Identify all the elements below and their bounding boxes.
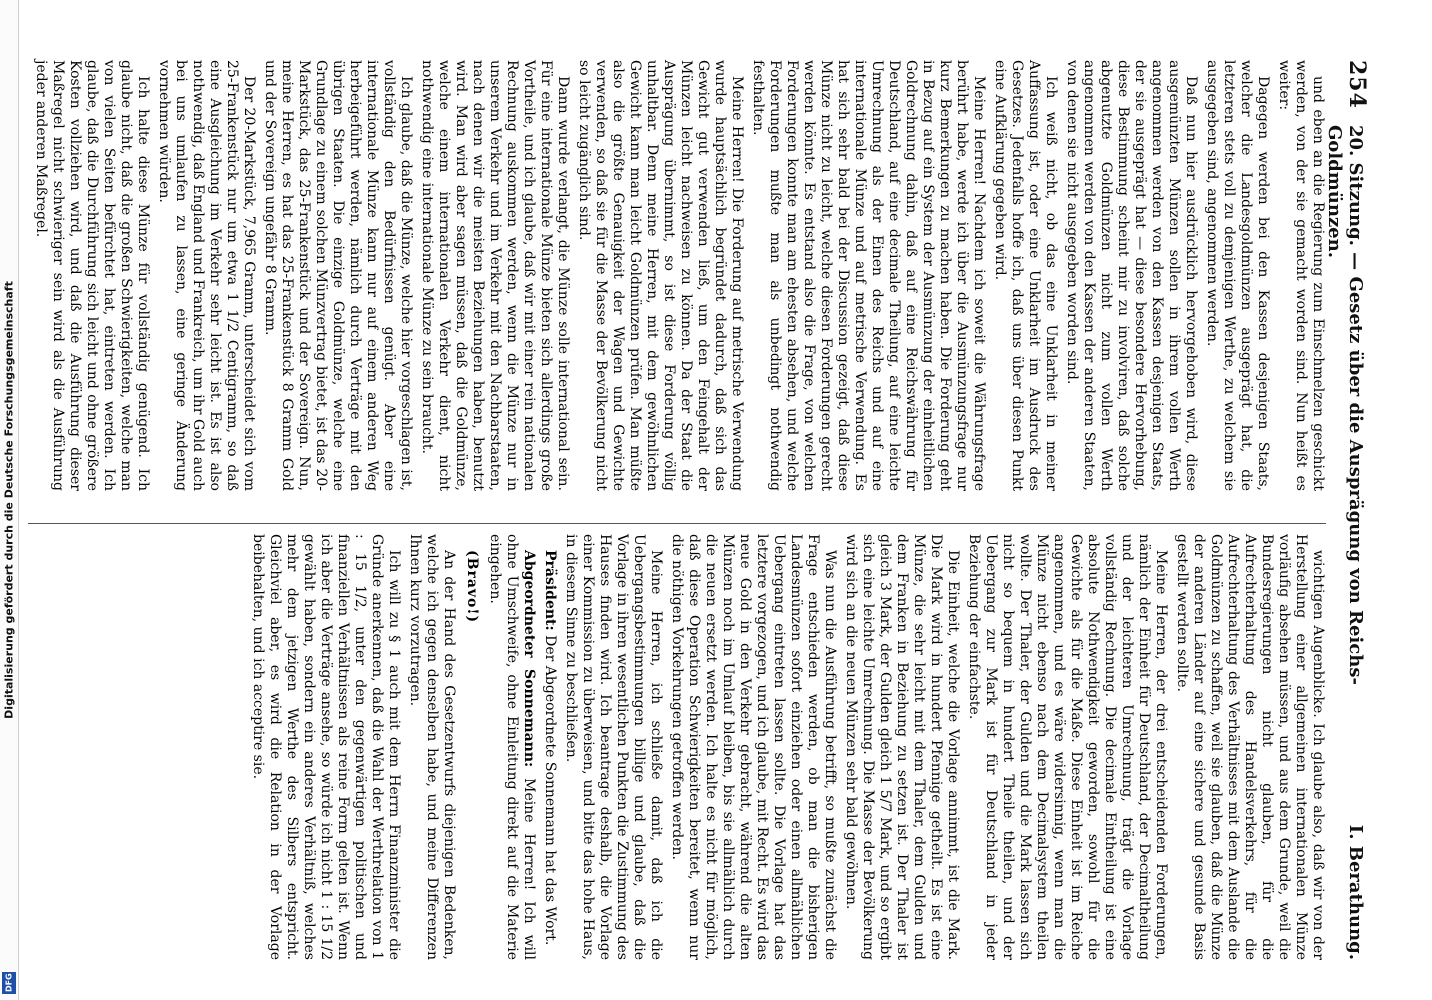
digitization-credit-text: Digitalisierung gefördert durch die Deutsche Forschungsgemeinschaft [2,281,16,719]
dfg-logo: DFG [2,972,16,994]
paragraph: Ich will zu § 1 auch mit dem Herrn Finanzminister die Gründe anerkennen, daß die Wahl der Werthrelation von 1 : 15 1/2, unter den gegenwärtigen politischen und finanziellen Verhältnissen als reine Form gelten ist. Wenn ich aber die Verträge ansehe, so würde ich nicht 1 : 15 1/2 gewählt haben, sondern ein anderes Verhältniß, welches mehr dem jetzigen Werthe des Silbers entspricht. Gleichviel aber, es wird die Relation in der Vorlage beibehalten, und ich acceptire sie. [250,534,402,960]
paragraph: Ich glaube, daß die Münze, welche hier vorgeschlagen ist, vollständig den Bedürfnissen genügt. Aber eine internationale Münze kann nur auf einem anderen Weg herbeigeführt werden, nämlich durch Verträge mit den übrigen Staaten. Die einzige Goldmünze, welche eine Grundlage zu einem solchen Münzvertrag bietet, ist das 20-Markstück, das 25-Frankenstück und der Sovereign. Nun, meine Herren, es hat das 25-Frankenstück 8 Gramm Gold und der Sovereign ungefähr 8 Gramm. [262,60,414,491]
page-number: 254 [1344,60,1370,109]
scanned-page [33,60,1370,960]
paragraph: Ich weiß nicht, ob das eine Unklarheit in meiner Auffassung ist, oder eine Unklarheit im Ausdruck des Gesetzes. Jedenfalls hoffe ich, daß uns über diesen Punkt eine Aufklärung gegeben wird. [992,60,1059,491]
paragraph: und eben an die Regierung zum Einschmelzen geschickt werden, von der sie gemacht worden sind. Nun heißt es weiter: [1276,60,1326,491]
paragraph: Ich halte diese Münze für vollständig genügend. Ich glaube nicht, daß die großen Schwierigkeiten, welche man von vielen Seiten befürchtet hat, eintreten werden. Ich glaube, daß die Durchführung sich leicht und ohne größere Kosten vollziehen wird, und daß die Ausführung dieser Maßregel nicht schwieriger sein wird als die Ausführung jeder anderen Maßregel. [33,60,151,491]
page-header [1324,60,1370,960]
speaker-label: Abgeordneter Sonnemann: [521,550,537,768]
stage-direction: (Bravo!) [464,550,480,624]
speaker-text: Meine Herren! Ich will ohne Umschweife, ohne Einleitung direkt auf die Materie eingehen. [487,534,537,960]
text-columns [33,60,1326,960]
reading-label: I. Berathung. [1345,824,1366,960]
president-line [541,534,558,960]
paragraph: An der Hand des Gesetzentwurfs diejenigen Bedenken, welche ich gegen denselben habe, und meine Differenzen Ihnen kurz vorzutragen. [407,534,457,960]
speaker-line [486,534,537,960]
left-column [28,60,1326,497]
running-title: 20. Sitzung. — Gesetz über die Ausprägung von Reichs-Goldmünzen. [1324,124,1366,685]
paragraph: Die Einheit, welche die Vorlage annimmt, ist die Mark. Die Mark wird in hundert Pfennige getheilt. Es ist eine Münze, die sehr leicht mit dem Thaler, dem Gulden und dem Franken in Beziehung zu setzen ist. Der Thaler ist gleich 3 Mark, der Gulden gleich 1 5/7 Mark, und so ergibt sich eine leichte Umrechnung. Die Masse der Bevölkerung wird sich an die neuen Münzen sehr bald gewöhnen. [843,534,961,960]
right-column [28,523,1326,960]
digitization-credit-strip [0,0,19,1000]
paragraph: Meine Herren! Nachdem ich soweit die Währungsfrage berührt habe, werde ich über die Ausmünzungsfrage nur kurz Bemerkungen zu machen haben. Die Forderung geht in Bezug auf ein System der Ausmünzung der einheitlichen Goldrechnung dahin, daß auf eine Reichswährung für Deutschland, auf eine decimale Theilung, auf eine leichte Umrechnung als der Einen des Reichs und auf eine internationale Münze und auf metrische Verwendung. Es hat sich sehr bald bei der Discussion gezeigt, daß diese Münze nicht zu leicht, welche diesen Forderungen gerecht werden könnte. Es entstand also die Frage, von welchen Forderungen konnte man am ehesten absehen, und welche Forderungen mußte man als unbedingt nothwendig festhalten. [750,60,987,491]
paragraph: Meine Herren, der drei entscheidenden Forderungen, nämlich der Einheit für Deutschland, der Decimaltheilung und der leichteren Umrechnung, trägt die Vorlage vollständig Rechnung. Die decimale Eintheilung ist eine absolute Nothwendigkeit geworden, sowohl für die Gewichte als für die Maße. Diese Einheit ist im Reiche angenommen, und es wäre widersinnig, wenn man die Münze nicht ebenso nach dem Decimalsystem theilen wollte. Der Thaler, der Gulden und die Mark lassen sich nicht so bequem in hundert Theile theilen, und der Uebergang zur Mark ist für Deutschland in jeder Beziehung der einfachste. [966,534,1169,960]
paragraph: Dann wurde verlangt, die Münze solle international sein. Für eine internationale Münze bieten sich allerdings große Vortheile, und ich glaube, daß wir mit einer rein nationalen Rechnung auskommen werden, wenn die Münze nur in unserem Verkehr und im Verkehr mit den Nachbarstaaten, nach denen wir die meisten Beziehungen haben, benutzt wird. Man wird aber sagen müssen, daß die Goldmünze, welche einem internationalen Verkehr dient, nicht nothwendig eine internationale Münze zu sein braucht. [419,60,571,491]
paragraph: Meine Herren! Die Forderung auf metrische Verwendung wurde hauptsächlich begründet dadurch, daß sich das Gewicht gut verwenden ließ, um den Feingehalt der Münzen leicht nachweisen zu können. Da der Staat die Ausprägung übernimmt, so ist diese Forderung völlig unhaltbar. Denn meine Herren, mit dem gewöhnlichen Gewicht kann man leicht Goldmünzen prüfen. Man müßte also die größte Genauigkeit der Wagen und Gewichte verwenden, so daß sie für die Masse der Bevölkerung nicht so leicht zugänglich sind. [576,60,745,491]
paragraph: Dagegen werden bei den Kassen desjenigen Staats, welcher die Landesgoldmünzen ausgeprägt hat, die letzteren stets voll zu demjenigen Werthe, zu welchem sie ausgegeben sind, angenommen werden. [1204,60,1271,491]
paragraph: Meine Herren, ich schließe damit, daß ich die Uebergangsbestimmungen billige und glaube, daß die Vorlage in ihren wesentlichen Punkten die Zustimmung des Hauses finden wird. Ich beantrage deshalb, die Vorlage einer Kommission zu überweisen, und bitte das hohe Haus, in diesem Sinne zu beschließen. [563,534,664,960]
paragraph: Der 20-Markstück, 7,965 Gramm, unterscheidet sich vom 25-Frankenstück nur um etwa 1 1/2 Centigramm, so daß eine Ausgleichung im Verkehr sehr leicht ist. Es ist also nothwendig, daß England und Frankreich, um ihr Gold auch bei uns umlaufen zu lassen, eine geringe Änderung vornehmen würden. [156,60,257,491]
speaker-label: Präsident: [542,550,558,631]
paragraph: wichtigen Augenblicke. Ich glaube also, daß wir von der Herstellung einer allgemeinen internationalen Münze vorläufig absehen müssen, und aus dem Grunde, weil die Bundesregierungen nicht glauben, für die Aufrechterhaltung des Handelsverkehrs, für die Aufrechterhaltung des Verhältnisses mit dem Auslande die Goldmünzen zu schaffen, weil sie glauben, daß die Münze der anderen Länder auf eine sichere und gesunde Basis gestellt werden sollte. [1174,534,1326,960]
paragraph: Was nun die Ausführung betrifft, so mußte zunächst die Frage entschieden werden, ob man die bisherigen Landesmünzen sofort einziehen oder einen allmählichen Uebergang eintreten lassen sollte. Die Vorlage hat das letztere vorgezogen, und ich glaube, mit Recht. Es wird das neue Gold in den Verkehr gebracht, während die alten Münzen noch im Umlauf bleiben, bis sie allmählich durch die neuen ersetzt werden. Ich halte es nicht für möglich, daß diese Operation Schwierigkeiten bereitet, wenn nur die nöthigen Vorkehrungen getroffen werden. [669,534,838,960]
speaker-text: Der Abgeordnete Sonnemann hat das Wort. [542,635,558,946]
paragraph: Daß nun hier ausdrücklich hervorgehoben wird, diese ausgemünzten Münzen sollen in ihrem vollen Werth angenommen werden von den Kassen desjenigen Staats, der sie ausgeprägt hat — diese besondere Hervorhebung, diese Bestimmung scheint mir zu involviren, daß solche abgenutzte Goldmünzen nicht zum vollen Werth angenommen werden von den Kassen der anderen Staaten, von denen sie nicht ausgegeben worden sind. [1064,60,1199,491]
